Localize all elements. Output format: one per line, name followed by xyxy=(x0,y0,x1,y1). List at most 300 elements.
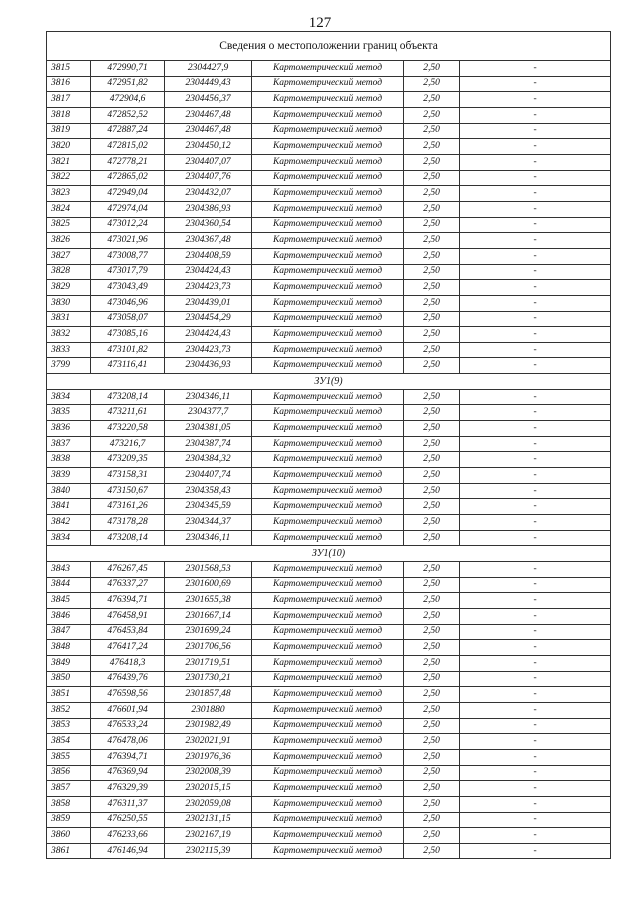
x-coordinate-cell: 473058,07 xyxy=(91,311,165,327)
table-row xyxy=(47,718,611,734)
note-cell: - xyxy=(460,577,611,593)
precision-cell: 2,50 xyxy=(404,280,460,296)
note-cell: - xyxy=(460,327,611,343)
precision-cell: 2,50 xyxy=(404,186,460,202)
method-cell: Картометрический метод xyxy=(252,593,404,609)
method-cell: Картометрический метод xyxy=(252,342,404,358)
precision-cell: 2,50 xyxy=(404,154,460,170)
note-cell: - xyxy=(460,92,611,108)
point-number-cell: 3837 xyxy=(47,436,91,452)
table-row xyxy=(47,92,611,108)
point-number-cell: 3816 xyxy=(47,76,91,92)
precision-cell: 2,50 xyxy=(404,702,460,718)
method-cell: Картометрический метод xyxy=(252,201,404,217)
precision-cell: 2,50 xyxy=(404,515,460,531)
note-cell: - xyxy=(460,436,611,452)
table-title-row xyxy=(47,32,611,61)
point-number-cell: 3840 xyxy=(47,483,91,499)
precision-cell: 2,50 xyxy=(404,295,460,311)
page-number: 127 xyxy=(308,15,332,31)
precision-cell: 2,50 xyxy=(404,734,460,750)
point-number-cell: 3861 xyxy=(47,843,91,859)
table-row xyxy=(47,280,611,296)
y-coordinate-cell: 2301706,56 xyxy=(165,640,252,656)
note-cell: - xyxy=(460,499,611,515)
y-coordinate-cell: 2304346,11 xyxy=(165,530,252,546)
precision-cell: 2,50 xyxy=(404,76,460,92)
x-coordinate-cell: 476439,76 xyxy=(91,671,165,687)
note-cell: - xyxy=(460,123,611,139)
method-cell: Картометрический метод xyxy=(252,217,404,233)
x-coordinate-cell: 476418,3 xyxy=(91,655,165,671)
precision-cell: 2,50 xyxy=(404,389,460,405)
table-row xyxy=(47,61,611,77)
method-cell: Картометрический метод xyxy=(252,233,404,249)
precision-cell: 2,50 xyxy=(404,436,460,452)
table-row xyxy=(47,515,611,531)
x-coordinate-cell: 472951,82 xyxy=(91,76,165,92)
method-cell: Картометрический метод xyxy=(252,483,404,499)
y-coordinate-cell: 2304346,11 xyxy=(165,389,252,405)
point-number-cell: 3830 xyxy=(47,295,91,311)
point-number-cell: 3836 xyxy=(47,421,91,437)
point-number-cell: 3815 xyxy=(47,61,91,77)
method-cell: Картометрический метод xyxy=(252,405,404,421)
method-cell: Картометрический метод xyxy=(252,139,404,155)
precision-cell: 2,50 xyxy=(404,562,460,578)
precision-cell: 2,50 xyxy=(404,405,460,421)
table-row xyxy=(47,154,611,170)
note-cell: - xyxy=(460,107,611,123)
y-coordinate-cell: 2304424,43 xyxy=(165,327,252,343)
x-coordinate-cell: 473012,24 xyxy=(91,217,165,233)
point-number-cell: 3844 xyxy=(47,577,91,593)
x-coordinate-cell: 476453,84 xyxy=(91,624,165,640)
method-cell: Картометрический метод xyxy=(252,562,404,578)
table-title: Сведения о местоположении границ объекта xyxy=(47,32,611,61)
precision-cell: 2,50 xyxy=(404,687,460,703)
note-cell: - xyxy=(460,76,611,92)
note-cell: - xyxy=(460,655,611,671)
method-cell: Картометрический метод xyxy=(252,843,404,859)
x-coordinate-cell: 473085,16 xyxy=(91,327,165,343)
y-coordinate-cell: 2304360,54 xyxy=(165,217,252,233)
method-cell: Картометрический метод xyxy=(252,577,404,593)
note-cell: - xyxy=(460,765,611,781)
note-cell: - xyxy=(460,718,611,734)
y-coordinate-cell: 2301600,69 xyxy=(165,577,252,593)
method-cell: Картометрический метод xyxy=(252,718,404,734)
section-heading-row xyxy=(47,546,611,562)
y-coordinate-cell: 2304407,74 xyxy=(165,468,252,484)
method-cell: Картометрический метод xyxy=(252,421,404,437)
precision-cell: 2,50 xyxy=(404,640,460,656)
table-row xyxy=(47,139,611,155)
point-number-cell: 3860 xyxy=(47,828,91,844)
x-coordinate-cell: 473021,96 xyxy=(91,233,165,249)
x-coordinate-cell: 472974,04 xyxy=(91,201,165,217)
note-cell: - xyxy=(460,248,611,264)
table-row xyxy=(47,107,611,123)
note-cell: - xyxy=(460,295,611,311)
note-cell: - xyxy=(460,264,611,280)
y-coordinate-cell: 2302008,39 xyxy=(165,765,252,781)
y-coordinate-cell: 2304387,74 xyxy=(165,436,252,452)
y-coordinate-cell: 2304424,43 xyxy=(165,264,252,280)
y-coordinate-cell: 2304439,01 xyxy=(165,295,252,311)
x-coordinate-cell: 476146,94 xyxy=(91,843,165,859)
note-cell: - xyxy=(460,781,611,797)
point-number-cell: 3851 xyxy=(47,687,91,703)
table-row xyxy=(47,170,611,186)
point-number-cell: 3858 xyxy=(47,796,91,812)
table-row xyxy=(47,812,611,828)
table-row xyxy=(47,201,611,217)
y-coordinate-cell: 2304436,93 xyxy=(165,358,252,374)
y-coordinate-cell: 2304345,59 xyxy=(165,499,252,515)
precision-cell: 2,50 xyxy=(404,92,460,108)
method-cell: Картометрический метод xyxy=(252,295,404,311)
method-cell: Картометрический метод xyxy=(252,61,404,77)
method-cell: Картометрический метод xyxy=(252,624,404,640)
x-coordinate-cell: 476601,94 xyxy=(91,702,165,718)
note-cell: - xyxy=(460,562,611,578)
note-cell: - xyxy=(460,342,611,358)
y-coordinate-cell: 2302015,15 xyxy=(165,781,252,797)
point-number-cell: 3834 xyxy=(47,530,91,546)
table-row xyxy=(47,248,611,264)
x-coordinate-cell: 476250,55 xyxy=(91,812,165,828)
point-number-cell: 3847 xyxy=(47,624,91,640)
table-row xyxy=(47,233,611,249)
note-cell: - xyxy=(460,593,611,609)
x-coordinate-cell: 473208,14 xyxy=(91,530,165,546)
table-row xyxy=(47,702,611,718)
table-row xyxy=(47,608,611,624)
note-cell: - xyxy=(460,452,611,468)
note-cell: - xyxy=(460,734,611,750)
table-row xyxy=(47,217,611,233)
table-row xyxy=(47,186,611,202)
x-coordinate-cell: 472852,52 xyxy=(91,107,165,123)
note-cell: - xyxy=(460,154,611,170)
x-coordinate-cell: 472815,02 xyxy=(91,139,165,155)
section-heading: ЗУ1(9) xyxy=(47,374,611,390)
y-coordinate-cell: 2304423,73 xyxy=(165,280,252,296)
note-cell: - xyxy=(460,812,611,828)
precision-cell: 2,50 xyxy=(404,107,460,123)
point-number-cell: 3822 xyxy=(47,170,91,186)
method-cell: Картометрический метод xyxy=(252,781,404,797)
table-row xyxy=(47,749,611,765)
x-coordinate-cell: 472865,02 xyxy=(91,170,165,186)
note-cell: - xyxy=(460,515,611,531)
precision-cell: 2,50 xyxy=(404,358,460,374)
table-row xyxy=(47,327,611,343)
precision-cell: 2,50 xyxy=(404,264,460,280)
x-coordinate-cell: 473116,41 xyxy=(91,358,165,374)
y-coordinate-cell: 2301568,53 xyxy=(165,562,252,578)
x-coordinate-cell: 476369,94 xyxy=(91,765,165,781)
x-coordinate-cell: 476598,56 xyxy=(91,687,165,703)
note-cell: - xyxy=(460,468,611,484)
table-row xyxy=(47,593,611,609)
point-number-cell: 3838 xyxy=(47,452,91,468)
table-row xyxy=(47,781,611,797)
table-row xyxy=(47,843,611,859)
precision-cell: 2,50 xyxy=(404,765,460,781)
precision-cell: 2,50 xyxy=(404,311,460,327)
point-number-cell: 3826 xyxy=(47,233,91,249)
point-number-cell: 3833 xyxy=(47,342,91,358)
table-row xyxy=(47,436,611,452)
point-number-cell: 3817 xyxy=(47,92,91,108)
y-coordinate-cell: 2302021,91 xyxy=(165,734,252,750)
table-row xyxy=(47,76,611,92)
table-row xyxy=(47,734,611,750)
y-coordinate-cell: 2302131,15 xyxy=(165,812,252,828)
table-row xyxy=(47,342,611,358)
method-cell: Картометрический метод xyxy=(252,92,404,108)
note-cell: - xyxy=(460,843,611,859)
y-coordinate-cell: 2304427,9 xyxy=(165,61,252,77)
method-cell: Картометрический метод xyxy=(252,186,404,202)
table-row xyxy=(47,828,611,844)
precision-cell: 2,50 xyxy=(404,593,460,609)
method-cell: Картометрический метод xyxy=(252,123,404,139)
note-cell: - xyxy=(460,796,611,812)
x-coordinate-cell: 473043,49 xyxy=(91,280,165,296)
precision-cell: 2,50 xyxy=(404,61,460,77)
note-cell: - xyxy=(460,233,611,249)
table-row xyxy=(47,796,611,812)
table-row xyxy=(47,311,611,327)
point-number-cell: 3854 xyxy=(47,734,91,750)
y-coordinate-cell: 2301719,51 xyxy=(165,655,252,671)
x-coordinate-cell: 473211,61 xyxy=(91,405,165,421)
method-cell: Картометрический метод xyxy=(252,702,404,718)
x-coordinate-cell: 476417,24 xyxy=(91,640,165,656)
table-row xyxy=(47,624,611,640)
precision-cell: 2,50 xyxy=(404,655,460,671)
note-cell: - xyxy=(460,702,611,718)
method-cell: Картометрический метод xyxy=(252,796,404,812)
point-number-cell: 3859 xyxy=(47,812,91,828)
precision-cell: 2,50 xyxy=(404,828,460,844)
y-coordinate-cell: 2304377,7 xyxy=(165,405,252,421)
method-cell: Картометрический метод xyxy=(252,436,404,452)
precision-cell: 2,50 xyxy=(404,577,460,593)
table-row xyxy=(47,765,611,781)
y-coordinate-cell: 2304432,07 xyxy=(165,186,252,202)
y-coordinate-cell: 2304449,43 xyxy=(165,76,252,92)
note-cell: - xyxy=(460,201,611,217)
precision-cell: 2,50 xyxy=(404,139,460,155)
method-cell: Картометрический метод xyxy=(252,687,404,703)
method-cell: Картометрический метод xyxy=(252,608,404,624)
method-cell: Картометрический метод xyxy=(252,389,404,405)
point-number-cell: 3852 xyxy=(47,702,91,718)
table-row xyxy=(47,687,611,703)
method-cell: Картометрический метод xyxy=(252,311,404,327)
y-coordinate-cell: 2304454,29 xyxy=(165,311,252,327)
method-cell: Картометрический метод xyxy=(252,765,404,781)
method-cell: Картометрический метод xyxy=(252,76,404,92)
section-heading-row xyxy=(47,374,611,390)
note-cell: - xyxy=(460,483,611,499)
method-cell: Картометрический метод xyxy=(252,530,404,546)
table-row xyxy=(47,264,611,280)
x-coordinate-cell: 476478,06 xyxy=(91,734,165,750)
x-coordinate-cell: 473178,28 xyxy=(91,515,165,531)
table-row xyxy=(47,295,611,311)
precision-cell: 2,50 xyxy=(404,608,460,624)
y-coordinate-cell: 2301655,38 xyxy=(165,593,252,609)
table-row xyxy=(47,468,611,484)
precision-cell: 2,50 xyxy=(404,233,460,249)
note-cell: - xyxy=(460,61,611,77)
note-cell: - xyxy=(460,280,611,296)
precision-cell: 2,50 xyxy=(404,201,460,217)
method-cell: Картометрический метод xyxy=(252,671,404,687)
point-number-cell: 3853 xyxy=(47,718,91,734)
y-coordinate-cell: 2304381,05 xyxy=(165,421,252,437)
method-cell: Картометрический метод xyxy=(252,107,404,123)
boundary-sheet xyxy=(46,31,610,859)
x-coordinate-cell: 476394,71 xyxy=(91,749,165,765)
note-cell: - xyxy=(460,749,611,765)
y-coordinate-cell: 2301880 xyxy=(165,702,252,718)
table-row xyxy=(47,499,611,515)
y-coordinate-cell: 2301699,24 xyxy=(165,624,252,640)
x-coordinate-cell: 472904,6 xyxy=(91,92,165,108)
precision-cell: 2,50 xyxy=(404,796,460,812)
x-coordinate-cell: 472990,71 xyxy=(91,61,165,77)
x-coordinate-cell: 473220,58 xyxy=(91,421,165,437)
method-cell: Картометрический метод xyxy=(252,170,404,186)
note-cell: - xyxy=(460,186,611,202)
method-cell: Картометрический метод xyxy=(252,812,404,828)
x-coordinate-cell: 473017,79 xyxy=(91,264,165,280)
precision-cell: 2,50 xyxy=(404,499,460,515)
table-row xyxy=(47,640,611,656)
x-coordinate-cell: 476233,66 xyxy=(91,828,165,844)
method-cell: Картометрический метод xyxy=(252,280,404,296)
method-cell: Картометрический метод xyxy=(252,734,404,750)
y-coordinate-cell: 2304407,76 xyxy=(165,170,252,186)
table-row xyxy=(47,405,611,421)
y-coordinate-cell: 2301976,36 xyxy=(165,749,252,765)
y-coordinate-cell: 2302115,39 xyxy=(165,843,252,859)
point-number-cell: 3818 xyxy=(47,107,91,123)
x-coordinate-cell: 476458,91 xyxy=(91,608,165,624)
method-cell: Картометрический метод xyxy=(252,499,404,515)
note-cell: - xyxy=(460,671,611,687)
precision-cell: 2,50 xyxy=(404,421,460,437)
x-coordinate-cell: 473150,67 xyxy=(91,483,165,499)
x-coordinate-cell: 473161,26 xyxy=(91,499,165,515)
note-cell: - xyxy=(460,624,611,640)
method-cell: Картометрический метод xyxy=(252,828,404,844)
x-coordinate-cell: 476267,45 xyxy=(91,562,165,578)
table-row xyxy=(47,123,611,139)
y-coordinate-cell: 2304423,73 xyxy=(165,342,252,358)
method-cell: Картометрический метод xyxy=(252,655,404,671)
x-coordinate-cell: 472778,21 xyxy=(91,154,165,170)
x-coordinate-cell: 472949,04 xyxy=(91,186,165,202)
y-coordinate-cell: 2304367,48 xyxy=(165,233,252,249)
table-row xyxy=(47,671,611,687)
note-cell: - xyxy=(460,530,611,546)
point-number-cell: 3856 xyxy=(47,765,91,781)
x-coordinate-cell: 473158,31 xyxy=(91,468,165,484)
precision-cell: 2,50 xyxy=(404,123,460,139)
x-coordinate-cell: 473208,14 xyxy=(91,389,165,405)
y-coordinate-cell: 2304344,37 xyxy=(165,515,252,531)
precision-cell: 2,50 xyxy=(404,749,460,765)
precision-cell: 2,50 xyxy=(404,718,460,734)
table-row xyxy=(47,452,611,468)
y-coordinate-cell: 2301857,48 xyxy=(165,687,252,703)
point-number-cell: 3827 xyxy=(47,248,91,264)
precision-cell: 2,50 xyxy=(404,452,460,468)
table-row xyxy=(47,655,611,671)
method-cell: Картометрический метод xyxy=(252,749,404,765)
x-coordinate-cell: 476394,71 xyxy=(91,593,165,609)
y-coordinate-cell: 2302167,19 xyxy=(165,828,252,844)
x-coordinate-cell: 476533,24 xyxy=(91,718,165,734)
table-row xyxy=(47,530,611,546)
point-number-cell: 3824 xyxy=(47,201,91,217)
point-number-cell: 3823 xyxy=(47,186,91,202)
precision-cell: 2,50 xyxy=(404,327,460,343)
note-cell: - xyxy=(460,640,611,656)
method-cell: Картометрический метод xyxy=(252,154,404,170)
x-coordinate-cell: 473216,7 xyxy=(91,436,165,452)
precision-cell: 2,50 xyxy=(404,624,460,640)
note-cell: - xyxy=(460,687,611,703)
table-row xyxy=(47,421,611,437)
y-coordinate-cell: 2304467,48 xyxy=(165,123,252,139)
precision-cell: 2,50 xyxy=(404,530,460,546)
x-coordinate-cell: 472887,24 xyxy=(91,123,165,139)
note-cell: - xyxy=(460,217,611,233)
section-heading: ЗУ1(10) xyxy=(47,546,611,562)
point-number-cell: 3846 xyxy=(47,608,91,624)
method-cell: Картометрический метод xyxy=(252,515,404,531)
precision-cell: 2,50 xyxy=(404,843,460,859)
table-row xyxy=(47,389,611,405)
note-cell: - xyxy=(460,389,611,405)
x-coordinate-cell: 473101,82 xyxy=(91,342,165,358)
y-coordinate-cell: 2304384,32 xyxy=(165,452,252,468)
y-coordinate-cell: 2301730,21 xyxy=(165,671,252,687)
table-row xyxy=(47,562,611,578)
method-cell: Картометрический метод xyxy=(252,264,404,280)
point-number-cell: 3832 xyxy=(47,327,91,343)
point-number-cell: 3829 xyxy=(47,280,91,296)
precision-cell: 2,50 xyxy=(404,671,460,687)
y-coordinate-cell: 2301667,14 xyxy=(165,608,252,624)
note-cell: - xyxy=(460,358,611,374)
point-number-cell: 3845 xyxy=(47,593,91,609)
method-cell: Картометрический метод xyxy=(252,248,404,264)
point-number-cell: 3841 xyxy=(47,499,91,515)
method-cell: Картометрический метод xyxy=(252,327,404,343)
note-cell: - xyxy=(460,139,611,155)
point-number-cell: 3831 xyxy=(47,311,91,327)
point-number-cell: 3850 xyxy=(47,671,91,687)
